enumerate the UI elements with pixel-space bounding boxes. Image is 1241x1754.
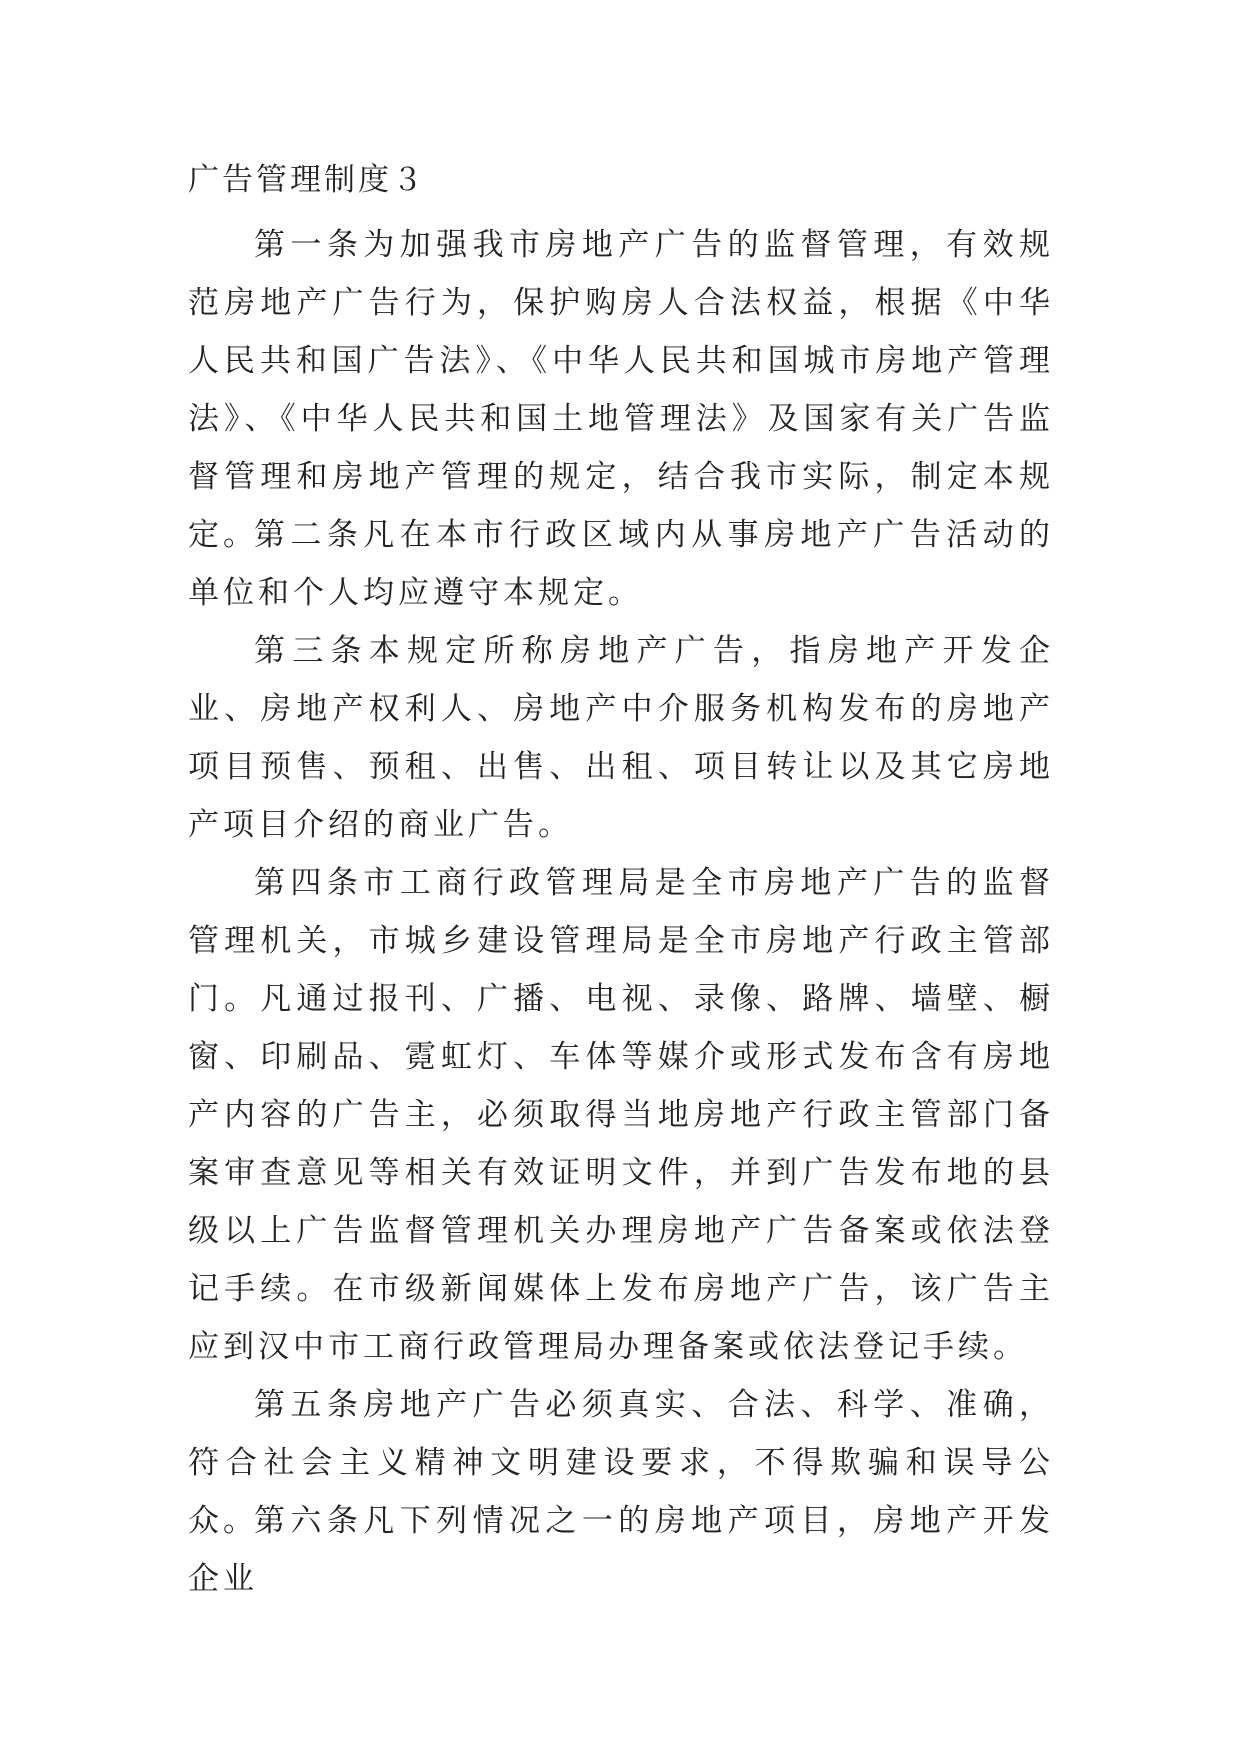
document-title: 广告管理制度３ [188, 162, 426, 198]
paragraph-article-3: 第三条本规定所称房地产广告，指房地产开发企业、房地产权利人、房地产中介服务机构发布的房地产项目预售、预租、出售、出租、项目转让以及其它房地产项目介绍的商业广告。 [188, 633, 1054, 843]
paragraph-article-6: 第六条凡下列情况之一的房地产项目，房地产开发企业 [188, 1503, 1054, 1597]
paragraph-article-4: 第四条市工商行政管理局是全市房地产广告的监督管理机关，市城乡建设管理局是全市房地产行政主管部门。凡通过报刊、广播、电视、录像、路牌、墙壁、橱窗、印刷品、霓虹灯、车体等媒介或形式发布含有房地产内容的广告主，必须取得当地房地产行政主管部门备案审查意见等相关有效证明文件，并到广告发布地的县级以上广告监督管理机关办理房地产广告备案或依法登记手续。在市级新闻媒体上发布房地产广告，该广告主应到汉中市工商行政管理局办理备案或依法登记手续。 [188, 865, 1054, 1365]
paragraph-article-1: 第一条为加强我市房地产广告的监督管理，有效规范房地产广告行为，保护购房人合法权益，根据《中华人民共和国广告法》、《中华人民共和国城市房地产管理法》、《中华人民共和国土地管理法》及国家有关广告监督管理和房地产管理的规定，结合我市实际，制定本规定。 [188, 227, 1054, 553]
paragraph-article-2: 第二条凡在本市行政区域内从事房地产广告活动的单位和个人均应遵守本规定。 [188, 517, 1054, 611]
paragraph-article-5: 第五条房地产广告必须真实、合法、科学、准确，符合社会主义精神文明建设要求，不得欺骗和误导公众。 [188, 1387, 1054, 1539]
